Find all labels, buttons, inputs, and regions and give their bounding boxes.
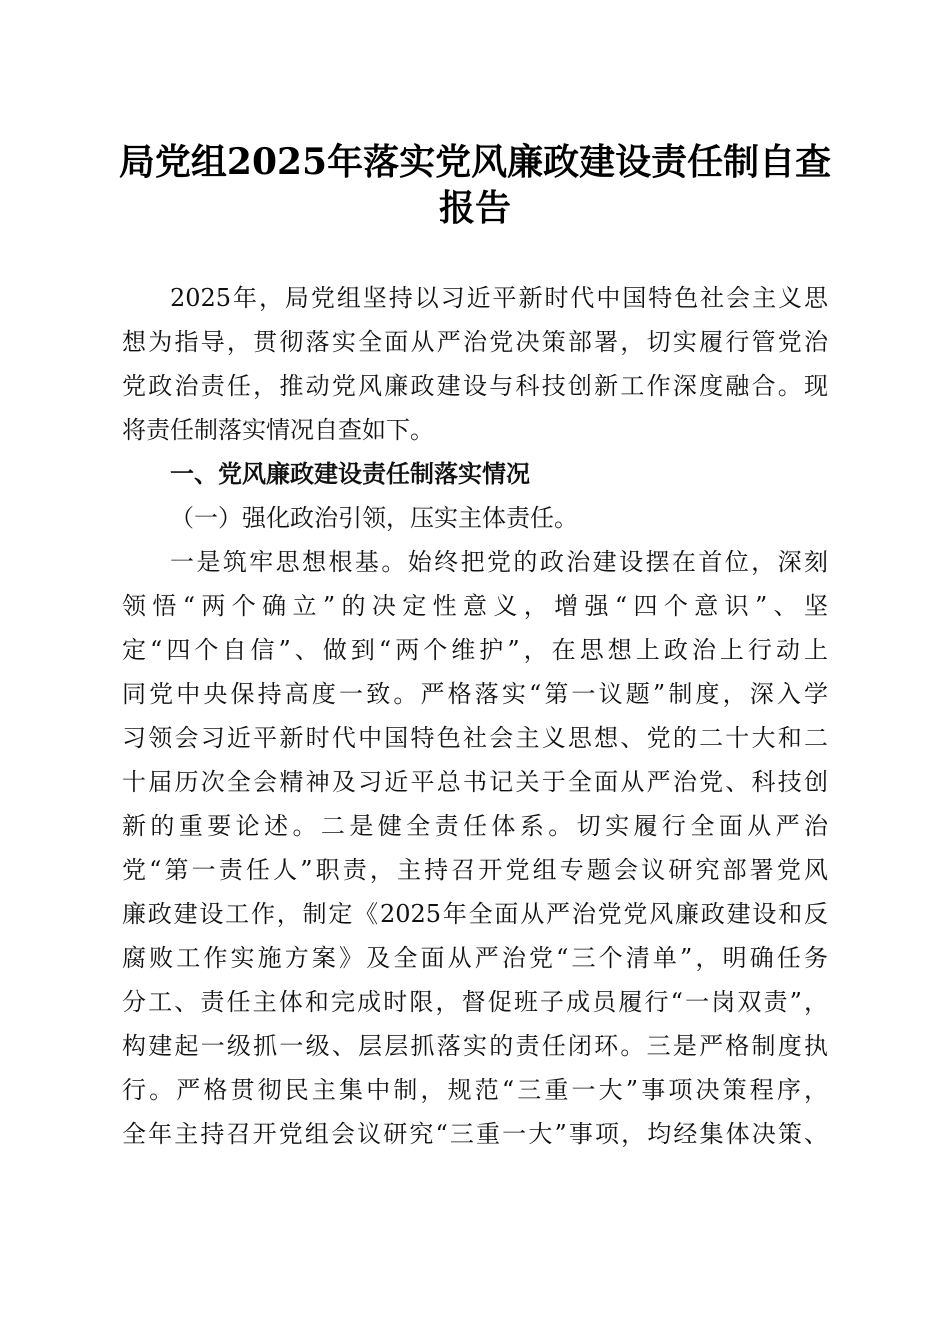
body-line: 行。严格贯彻民主集中制，规范“三重一大”事项决策程序， xyxy=(122,1076,828,1104)
body-line: 定“四个自信”、做到“两个维护”，在思想上政治上行动上 xyxy=(122,636,828,664)
body-line: 廉政建设工作，制定《2025年全面从严治党党风廉政建设和反 xyxy=(122,900,828,928)
body-line: 构建起一级抓一级、层层抓落实的责任闭环。三是严格制度执 xyxy=(122,1032,828,1060)
body-line: 腐败工作实施方案》及全面从严治党“三个清单”，明确任务 xyxy=(122,944,828,972)
intro-line: 2025年，局党组坚持以习近平新时代中国特色社会主义思 xyxy=(170,284,828,312)
body-line: 分工、责任主体和完成时限，督促班子成员履行“一岗双责”， xyxy=(122,988,828,1016)
document-title-line-1: 局党组2025年落实党风廉政建设责任制自查 xyxy=(118,141,832,183)
body-line: 党“第一责任人”职责，主持召开党组专题会议研究部署党风 xyxy=(122,856,828,884)
body-line: 新的重要论述。二是健全责任体系。切实履行全面从严治 xyxy=(122,812,828,840)
intro-line: 想为指导，贯彻落实全面从严治党决策部署，切实履行管党治 xyxy=(122,328,828,356)
section-heading: 一、党风廉政建设责任制落实情况 xyxy=(170,460,530,488)
document-title-line-2: 报告 xyxy=(438,187,511,229)
body-line: 一是筑牢思想根基。始终把党的政治建设摆在首位，深刻 xyxy=(170,548,828,576)
intro-line: 将责任制落实情况自查如下。 xyxy=(122,416,434,444)
body-line: 全年主持召开党组会议研究“三重一大”事项，均经集体决策、 xyxy=(122,1120,828,1148)
intro-line: 党政治责任，推动党风廉政建设与科技创新工作深度融合。现 xyxy=(122,372,828,400)
subsection-heading: （一）强化政治引领，压实主体责任。 xyxy=(170,504,578,532)
body-line: 习领会习近平新时代中国特色社会主义思想、党的二十大和二 xyxy=(122,724,828,752)
body-line: 领悟“两个确立”的决定性意义，增强“四个意识”、坚 xyxy=(122,592,828,620)
body-line: 十届历次全会精神及习近平总书记关于全面从严治党、科技创 xyxy=(122,768,828,796)
body-line: 同党中央保持高度一致。严格落实“第一议题”制度，深入学 xyxy=(122,680,828,708)
